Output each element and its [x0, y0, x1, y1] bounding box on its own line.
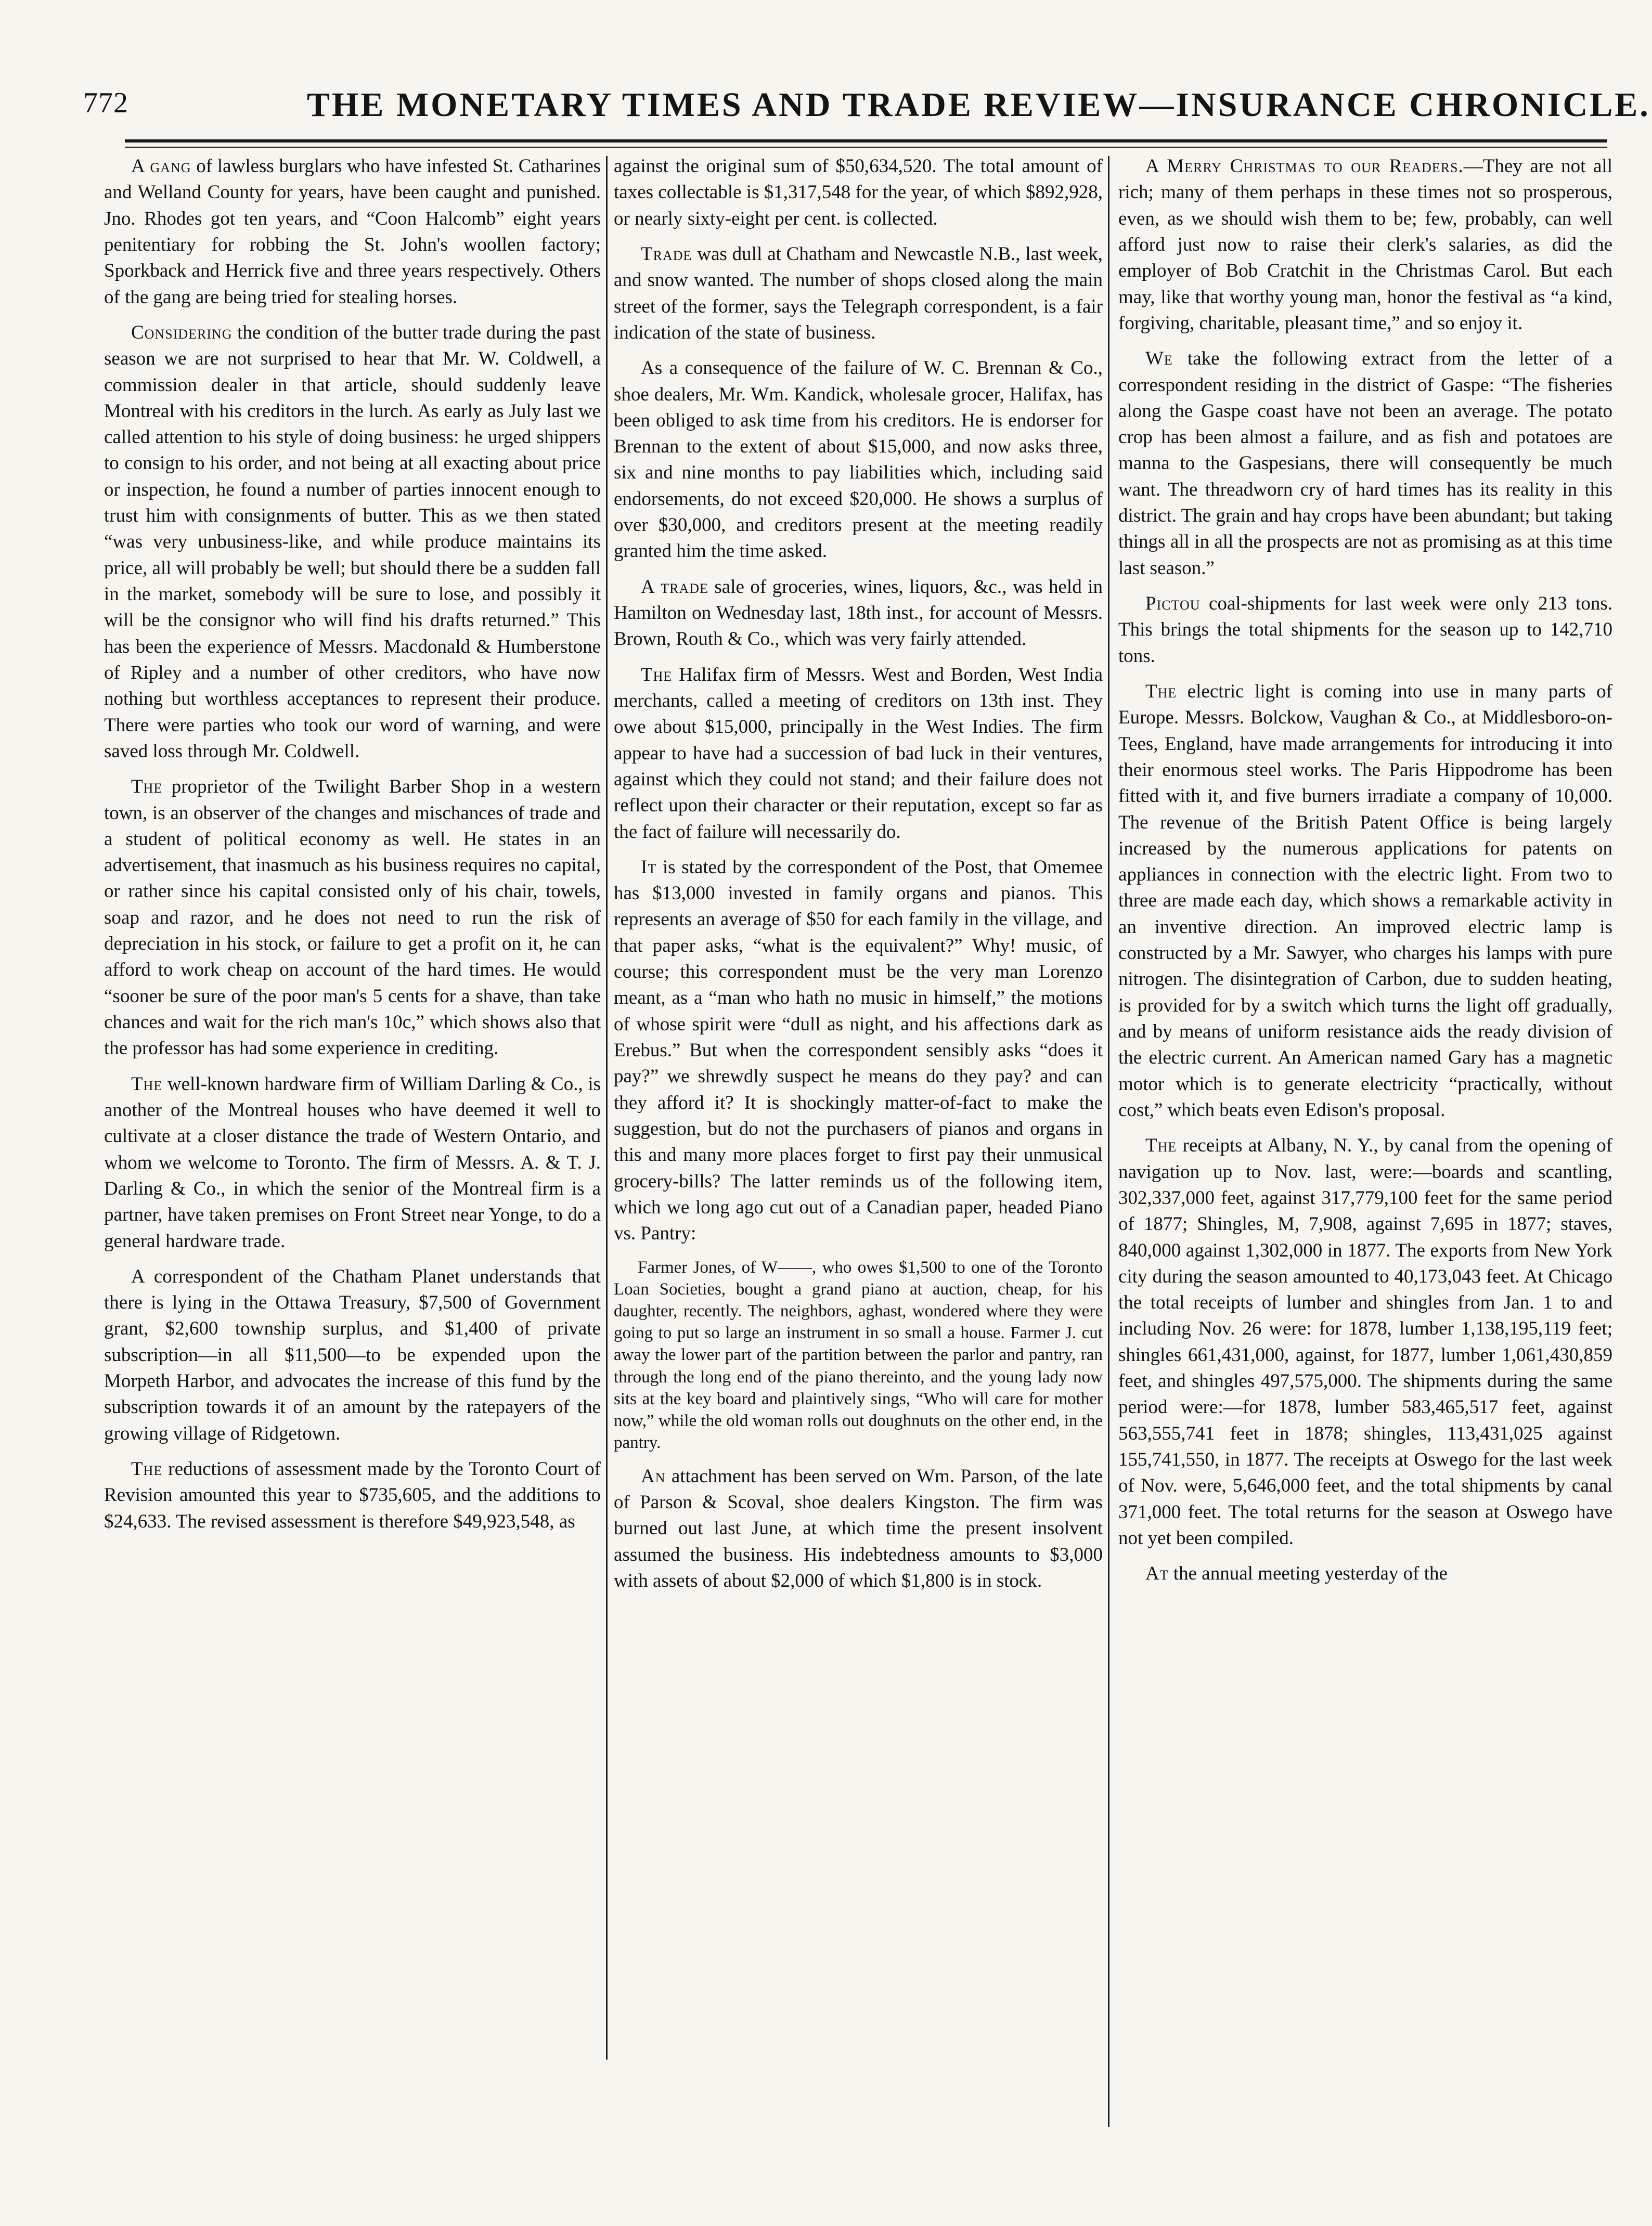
paragraph-text: As a consequence of the failure of W. C. Brennan & Co., shoe dealers, Mr. Wm. Kandick, wholesale grocer, Halifax, has been obliged to ask time from his creditors. He is endorser for Brennan to the extent of about $15,000, and now asks three, six and nine months to pay liabilities which, including said endorsements, do not exceed $20,000. He shows a surplus of over $30,000, and creditors present at the meeting readily granted him the time asked. — [614, 357, 1103, 562]
article-paragraph — [1118, 346, 1612, 581]
paragraph-lead-words: An — [641, 1465, 666, 1487]
article-paragraph — [1118, 591, 1612, 669]
article-paragraph — [1118, 679, 1612, 1123]
paragraph-text: the annual meeting yesterday of the — [1168, 1563, 1448, 1585]
paragraph-lead-words: It — [641, 856, 657, 878]
paragraph-text: the condition of the butter trade during the past season we are not surprised to hear that Mr. W. Coldwell, a commission dealer in that article, should suddenly leave Montreal with his creditors in the lurch. As early as July last we called attention to his style of doing business: he urged shippers to consign to his order, and not being at all exacting about price or inspection, he found a number of parties innocent enough to trust him with consignments of butter. This as we then stated “was very unbusiness-like, and while produce maintains its price, all will probably be well; but should there be a sudden fall in the market, somebody will be sure to lose, and possibly it will be the consignor who will find his drafts returned.” This has been the experience of Messrs. Macdonald & Humberstone of Ripley and a number of other creditors, who have now nothing but worthless acceptances to represent their produce. There were parties who took our word of warning, and were saved loss through Mr. Coldwell. — [104, 321, 601, 762]
paragraph-lead-words: The — [131, 776, 163, 798]
paragraph-lead-words: The — [641, 664, 673, 685]
paragraph-lead-words: A trade — [641, 576, 708, 598]
article-paragraph — [614, 662, 1103, 845]
paragraph-text: take the following extract from the letter of a correspondent residing in the district of Gaspe: “The fisheries along the Gaspe coast have not been an average. The potato crop has been almost a failure, and as fish and potatoes are manna to the Gaspesians, there will consequently be much want. The threadworn cry of hard times has its reality in this district. The grain and hay crops have been abundant; but taking things all in all the prospects are not as promising as at this time last season.” — [1118, 348, 1612, 579]
paragraph-lead-words: A gang — [131, 156, 191, 177]
article-paragraph — [104, 1264, 601, 1447]
paragraph-text: A correspondent of the Chatham Planet understands that there is lying in the Ottawa Treasury, $7,500 of Government grant, $2,600 township surplus, and $1,400 of private subscription—in all $11,500—to be expended upon the Morpeth Harbor, and advocates the increase of this fund by the subscription towards it of an amount by the ratepayers of the growing village of Ridgetown. — [104, 1265, 601, 1444]
article-paragraph — [1118, 153, 1612, 337]
article-paragraph — [104, 1456, 601, 1535]
column-2 — [614, 153, 1103, 2166]
column-1 — [104, 153, 601, 2166]
page-number: 772 — [83, 87, 128, 119]
article-paragraph — [104, 1071, 601, 1254]
column-divider-1 — [606, 156, 608, 2060]
paragraph-lead-words: At — [1145, 1563, 1169, 1585]
article-paragraph — [614, 1464, 1103, 1595]
paragraph-lead-words: We — [1145, 348, 1173, 370]
article-paragraph — [1118, 1133, 1612, 1551]
paragraph-text: attachment has been served on Wm. Parson, of the late of Parson & Scoval, shoe dealers Kingston. The firm was burned out last June, at which time the present insolvent assumed the business. His indebtedness amounts to $3,000 with assets of about $2,000 of which $1,800 is in stock. — [614, 1465, 1103, 1591]
paragraph-lead-words: Pictou — [1145, 593, 1201, 614]
paragraph-text: electric light is coming into use in many parts of Europe. Messrs. Bolckow, Vaughan & Co., at Middlesboro-on-Tees, England, have made arrangements for introducing it into their enormous steel works. The Paris Hippodrome has been fitted with it, and five burners irradiate a company of 10,000. The revenue of the British Patent Office is being largely increased by the numerous applications for patents on appliances in connection with the electric light. From two to three are made each day, which shows a remarkable activity in an inventive direction. An improved electric lamp is constructed by a Mr. Sawyer, who charges his lamps with pure nitrogen. The disintegration of Carbon, due to sudden heating, is provided for by a switch which turns the light off gradually, and by means of uniform resistance aids the ready division of the electric current. An American named Gary has a magnetic motor which is to generate electricity “practically, without cost,” which beats even Edison's proposal. — [1118, 680, 1612, 1121]
paragraph-lead-words: The — [1145, 680, 1177, 702]
paragraph-text: proprietor of the Twilight Barber Shop in a western town, is an observer of the changes and mischances of trade and a student of political economy as well. He states in an advertisement, that inasmuch as his business requires no capital, or rather since his capital consisted only of his chair, towels, soap and razor, and he does not need to run the risk of depreciation in his stock, or failure to get a profit on it, he can afford to work cheap on account of the hard times. He would “sooner be sure of the poor man's 5 cents for a shave, than take chances and wait for the rich man's 10c,” which shows also that the professor has had some experience in crediting. — [104, 776, 601, 1059]
paragraph-lead-words: The — [131, 1458, 163, 1480]
paragraph-text: of lawless burglars who have infested St. Catharines and Welland County for years, have been caught and punished. Jno. Rhodes got ten years, and “Coon Halcomb” eight years penitentiary for robbing the St. John's woollen factory; Sporkback and Herrick five and three years respectively. Others of the gang are being tried for stealing horses. — [104, 156, 601, 308]
paragraph-text: was dull at Chatham and Newcastle N.B., last week, and snow wanted. The number of shops closed along the main street of the former, says the Telegraph correspondent, is a fair indication of the state of business. — [614, 243, 1103, 343]
paragraph-text: well-known hardware firm of William Darling & Co., is another of the Montreal houses who have deemed it well to cultivate at a closer distance the trade of Western Ontario, and whom we welcome to Toronto. The firm of Messrs. A. & T. J. Darling & Co., in which the senior of the Montreal firm is a partner, have taken premises on Front Street near Yonge, to do a general hardware trade. — [104, 1073, 601, 1252]
paragraph-lead-words: Considering — [131, 321, 233, 343]
running-title: THE MONETARY TIMES AND TRADE REVIEW—INSURANCE CHRONICLE. — [307, 86, 1650, 124]
paragraph-text: is stated by the correspondent of the Post, that Omemee has $13,000 invested in family organs and pianos. This represents an average of $50 for each family in the village, and that paper asks, “what is the equivalent?” Why! music, of course; this correspondent must be the very man Lorenzo meant, as a “man who hath no music in himself,” the motions of whose spirit were “dull as night, and his affections dark as Erebus.” But when the correspondent sensibly asks “does it pay?” we shrewdly suspect he means do they pay? and can they afford it? It is shockingly matter-of-fact to make the suggestion, but do not the purchasers of pianos and organs in this and many more places forget to first pay their unmusical grocery-bills? The latter reminds us of the following item, which we long ago cut out of a Canadian paper, headed Piano vs. Pantry: — [614, 856, 1103, 1245]
paragraph-lead-words: The — [1145, 1135, 1177, 1157]
paragraph-text: coal-shipments for last week were only 213 tons. This brings the total shipments for the season up to 142,710 tons. — [1118, 593, 1612, 667]
page-header — [83, 83, 1650, 135]
paragraph-lead-words: The — [131, 1073, 163, 1095]
paragraph-text: against the original sum of $50,634,520. The total amount of taxes collectable is $1,317,548 for the year, of which $892,928, or nearly sixty-eight per cent. is collected. — [614, 156, 1103, 229]
header-rule-thin — [125, 147, 1607, 148]
article-paragraph — [614, 241, 1103, 346]
paragraph-text: Halifax firm of Messrs. West and Borden, West India merchants, called a meeting of creditors on 13th inst. They owe about $15,000, principally in the West Indies. The firm appear to have had a succession of bad luck in their ventures, against which they could not stand; and their failure does not reflect upon their character or their reputation, except so far as the fact of failure will necessarily do. — [614, 664, 1103, 843]
quoted-item — [614, 1257, 1103, 1454]
paragraph-text: Farmer Jones, of W——, who owes $1,500 to one of the Toronto Loan Societies, bought a grand piano at auction, cheap, for his daughter, recently. The neighbors, aghast, wondered where they were going to put so large an instrument in so small a house. Farmer J. cut away the lower part of the partition between the parlor and pantry, ran through the long end of the piano thereinto, and the young lady now sits at the key board and plaintively sings, “Who will care for mother now,” while the old woman rolls out doughnuts on the other end, in the pantry. — [614, 1258, 1103, 1453]
article-paragraph — [614, 855, 1103, 1247]
column-divider-2 — [1108, 156, 1109, 2127]
article-paragraph — [614, 355, 1103, 565]
article-paragraph — [104, 153, 601, 310]
column-3 — [1118, 153, 1612, 2166]
paragraph-text: sale of groceries, wines, liquors, &c., was held in Hamilton on Wednesday last, 18th inst., for account of Messrs. Brown, Routh & Co., which was very fairly attended. — [614, 576, 1103, 650]
article-paragraph — [1118, 1561, 1612, 1587]
paragraph-text: —They are not all rich; many of them perhaps in these times not so prosperous, even, as we should wish them to be; few, probably, can well afford just now to raise their clerk's salaries, as did the employer of Bob Cratchit in the Christmas Carol. But each may, like that worthy young man, honor the festival as “a kind, forgiving, charitable, pleasant time,” and so enjoy it. — [1118, 156, 1612, 334]
article-paragraph — [614, 574, 1103, 653]
paragraph-text: reductions of assessment made by the Toronto Court of Revision amounted this year to $735,605, and the additions to $24,633. The revised assessment is therefore $49,923,548, as — [104, 1458, 601, 1532]
paragraph-lead-words: A Merry Christmas to our Readers. — [1145, 156, 1464, 177]
paragraph-text: receipts at Albany, N. Y., by canal from the opening of navigation up to Nov. last, were:—boards and scantling, 302,337,000 feet, against 317,779,100 feet for the same period of 1877; Shingles, M, 7,908, against 7,695 in 1877; staves, 840,000 against 1,302,000 in 1877. The exports from New York city during the season amounted to 40,173,043 feet. At Chicago the total receipts of lumber and shingles from Jan. 1 to and including Nov. 26 were: for 1878, lumber 1,138,195,119 feet; shingles 661,431,000, against, for 1877, lumber 1,061,430,859 feet, and shingles 497,575,000. The shipments during the same period were:—for 1878, lumber 583,465,517 feet, against 563,555,741 feet in 1878; shingles, 113,431,025 against 155,741,550, in 1877. The receipts at Oswego for the last week of Nov. were, 5,646,000 feet, and the total shipments by canal 371,000 feet. The total returns for the season at Oswego have not yet been compiled. — [1118, 1135, 1612, 1549]
article-paragraph — [104, 320, 601, 765]
article-paragraph — [104, 774, 601, 1062]
paragraph-lead-words: Trade — [641, 243, 692, 265]
article-paragraph — [614, 153, 1103, 232]
header-rule-thick — [125, 139, 1607, 143]
